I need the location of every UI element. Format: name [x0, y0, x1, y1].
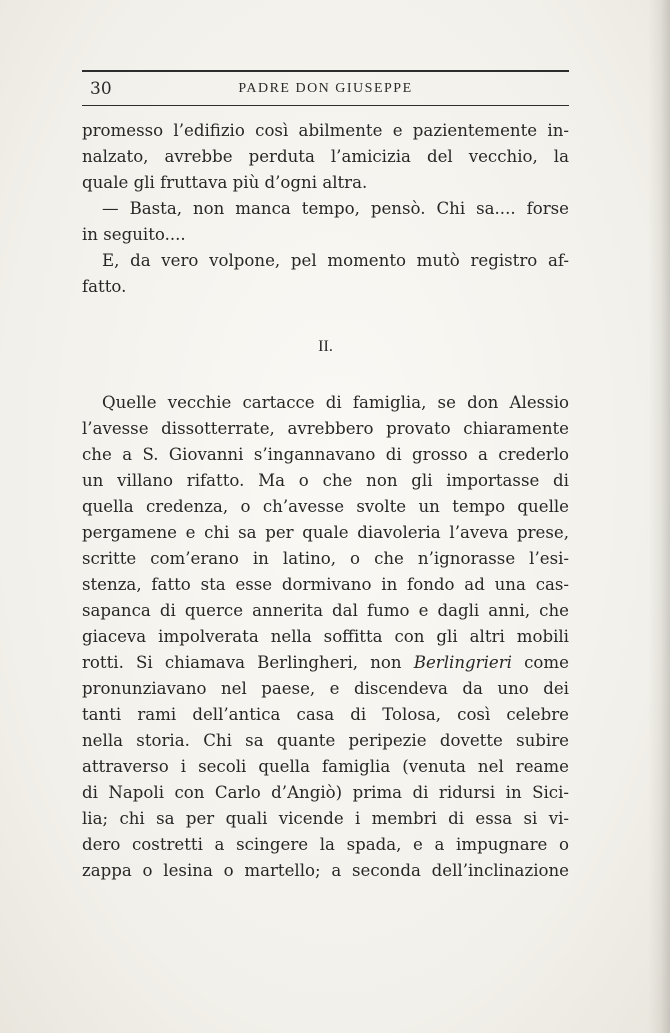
text-line: quale gli fruttava più d’ogni altra. [82, 173, 368, 192]
text-line: pergamene e chi sa per quale diavoleria l’aveva prese, [82, 523, 569, 542]
text-line: E, da vero volpone, pel momento mutò registro af- [102, 251, 569, 270]
running-title: PADRE DON GIUSEPPE [238, 81, 413, 96]
text-line: stenza, fatto sta esse dormivano in fondo ad una cas- [82, 575, 569, 594]
text-segment: come [524, 653, 569, 672]
section-heading: II. [318, 338, 333, 355]
text-line: giaceva impolverata nella soffitta con gli altri mobili [82, 627, 569, 646]
text-line: Quelle vecchie cartacce di famiglia, se don Alessio [102, 393, 569, 412]
text-line: che a S. Giovanni s’ingannavano di grosso a crederlo [82, 445, 569, 464]
italic-name: Berlingrieri [413, 653, 512, 672]
text-line: quella credenza, o ch’avesse svolte un tempo quelle [82, 497, 569, 516]
text-line: zappa o lesina o martello; a seconda dell’inclinazione [82, 861, 569, 880]
text-line: nalzato, avrebbe perduta l’amicizia del vecchio, la [82, 147, 569, 166]
text-line: di Napoli con Carlo d’Angiò) prima di ridursi in Sici- [82, 783, 569, 802]
page-edge-shadow [648, 0, 670, 1033]
text-segment: rotti. Si chiamava Berlingheri, non [82, 653, 402, 672]
text-line: scritte com’erano in latino, o che n’ignorasse l’esi- [82, 549, 569, 568]
text-line: fatto. [82, 277, 127, 296]
text-line: — Basta, non manca tempo, pensò. Chi sa.... forse [102, 199, 569, 218]
text-line: nella storia. Chi sa quante peripezie dovette subire [82, 731, 569, 750]
page-number: 30 [90, 79, 112, 99]
text-line: sapanca di querce annerita dal fumo e dagli anni, che [82, 601, 569, 620]
text-line: pronunziavano nel paese, e discendeva da uno dei [82, 679, 569, 698]
paragraph-block-2 [82, 390, 569, 884]
text-line: un villano rifatto. Ma o che non gli importasse di [82, 471, 569, 490]
paragraph-block-1 [82, 118, 569, 300]
text-line: dero costretti a scingere la spada, e a impugnare o [82, 835, 569, 854]
text-line: in seguito.... [82, 225, 186, 244]
text-line: tanti rami dell’antica casa di Tolosa, così celebre [82, 705, 569, 724]
page-header [82, 70, 569, 106]
text-line-with-italic [82, 650, 569, 676]
text-line: promesso l’edifizio così abilmente e pazientemente in- [82, 121, 569, 140]
text-line: attraverso i secoli quella famiglia (venuta nel reame [82, 757, 569, 776]
text-line: l’avesse dissotterrate, avrebbero provato chiaramente [82, 419, 569, 438]
text-line: lia; chi sa per quali vicende i membri di essa si vi- [82, 809, 569, 828]
